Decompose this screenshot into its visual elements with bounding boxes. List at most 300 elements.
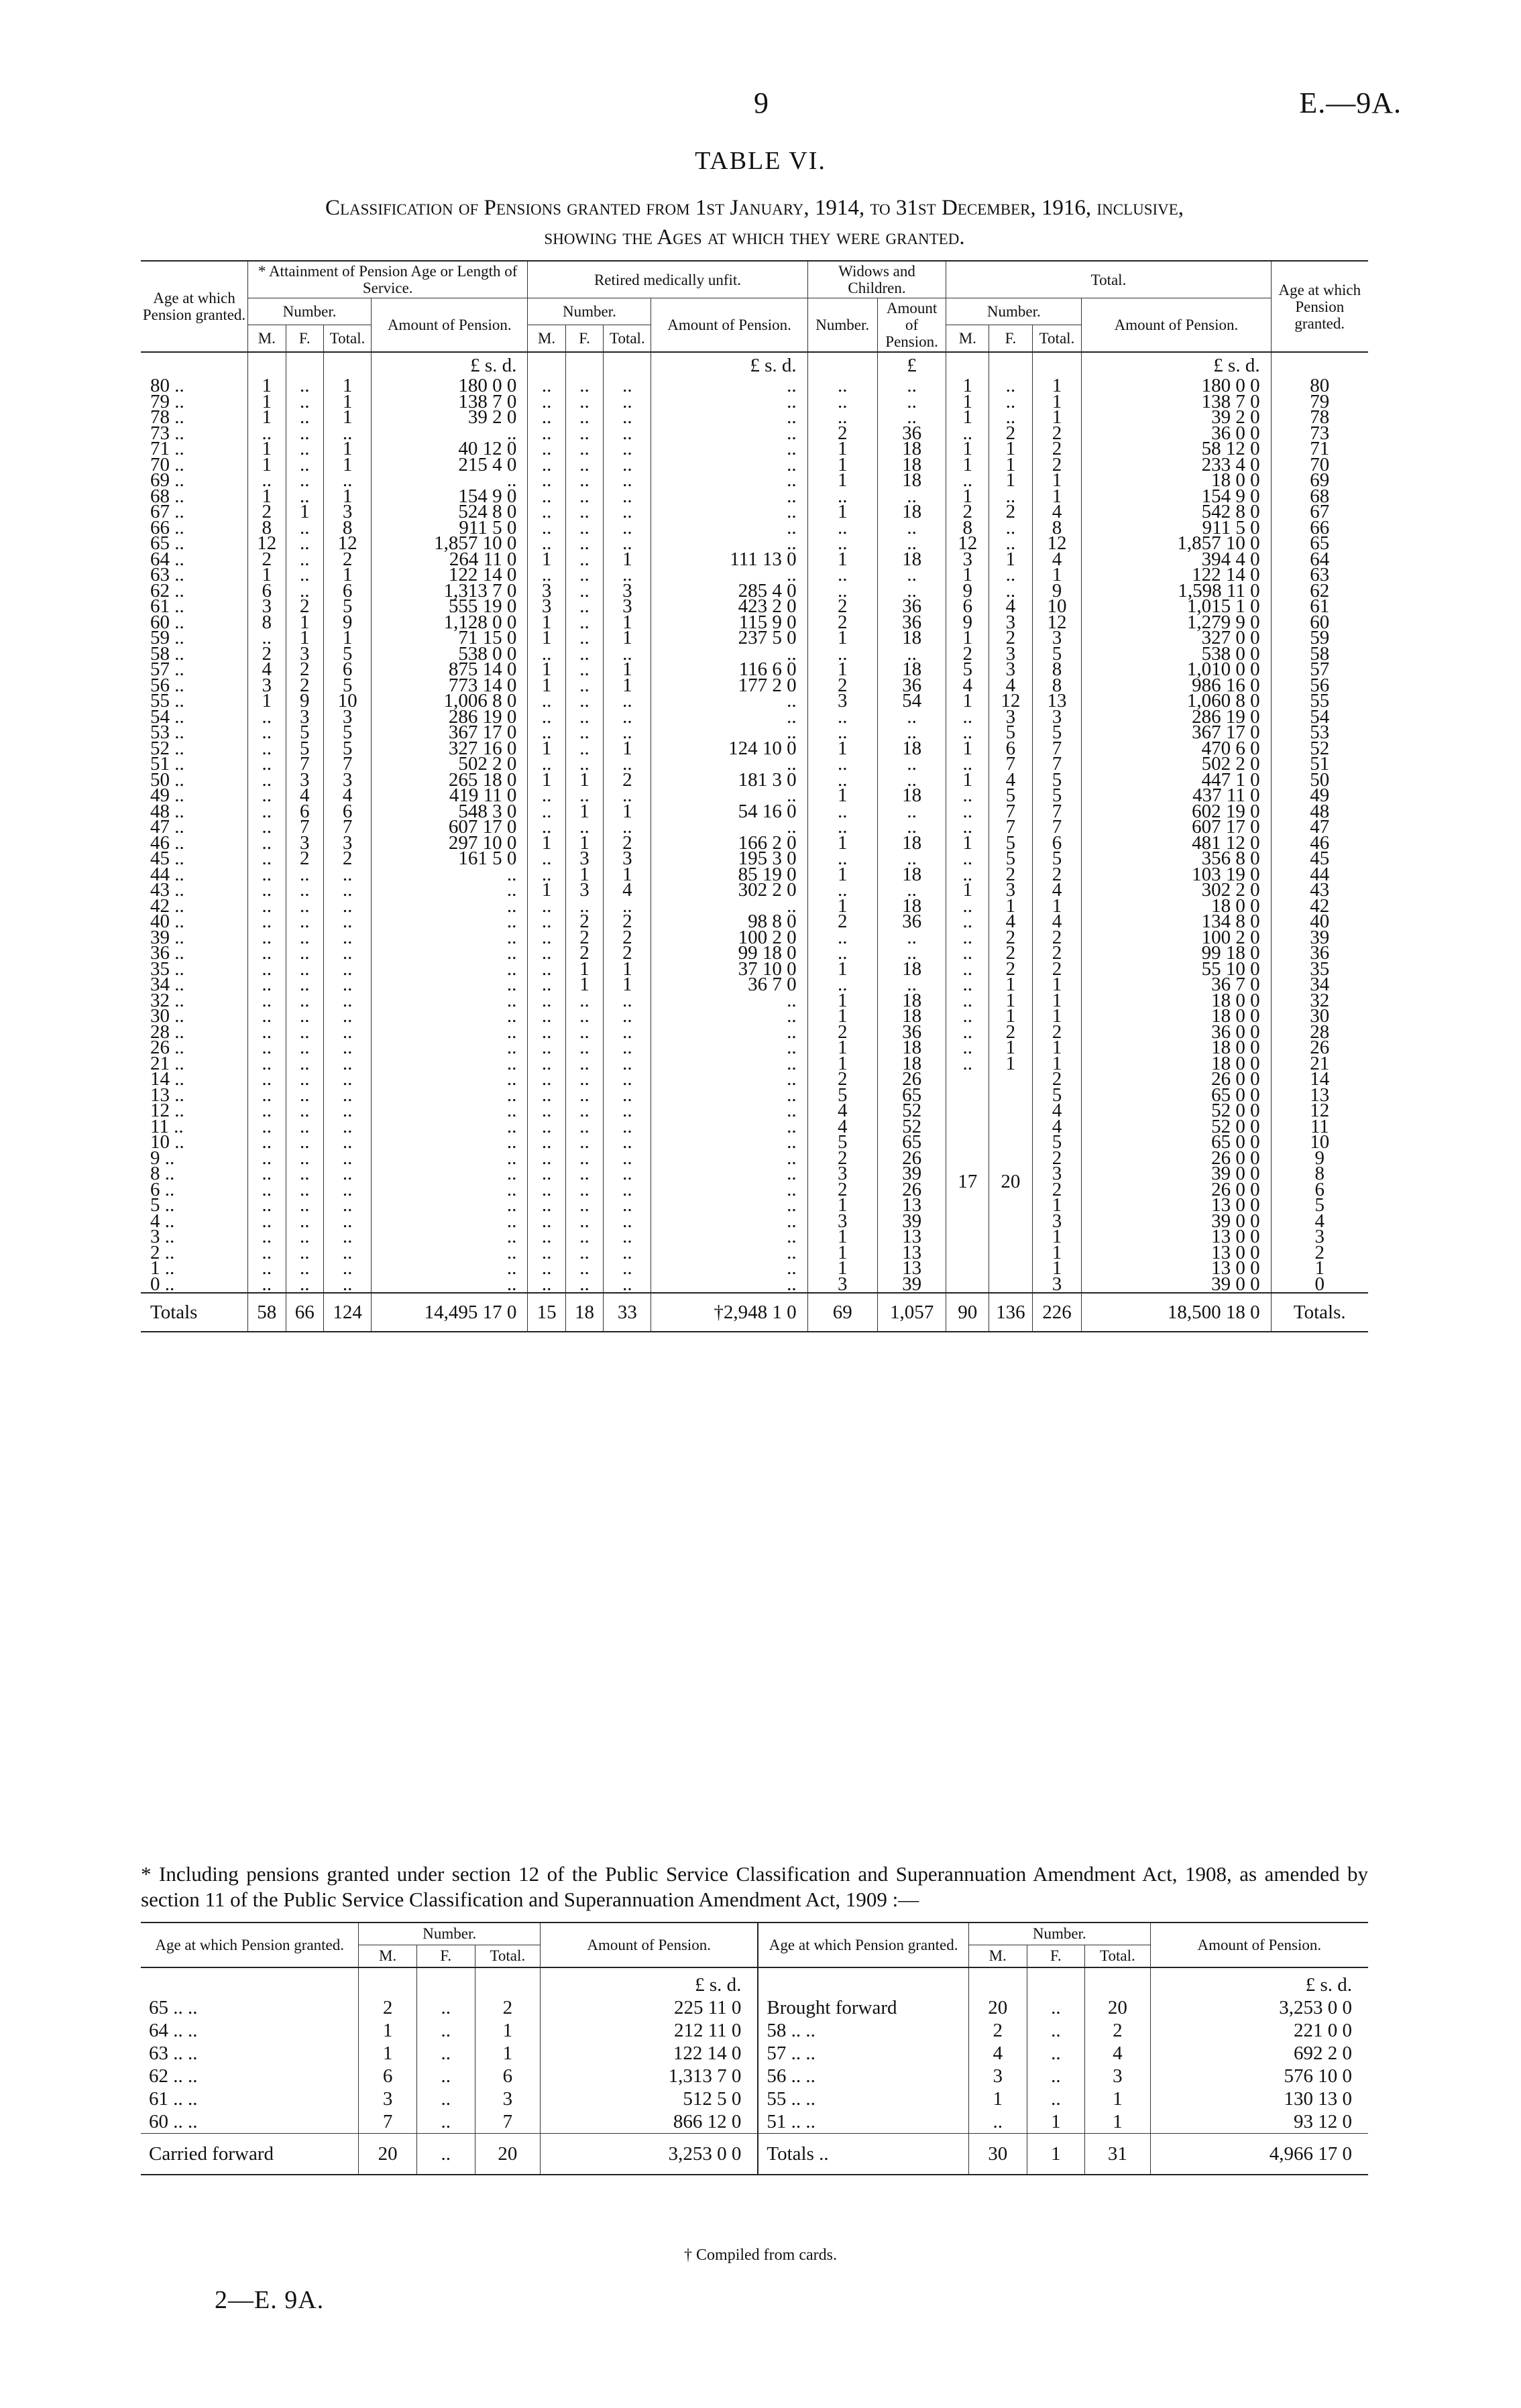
cell-ret-f: .. <box>565 599 603 615</box>
table-row-child <box>141 1135 1368 1151</box>
sub-left-amount: 225 11 0 <box>541 1996 758 2019</box>
cell-tot-total: 8 <box>1032 678 1082 694</box>
cell-att-amount: 327 16 0 <box>372 741 528 757</box>
cell-att-m: 2 <box>248 646 286 663</box>
cell-ret-total: .. <box>604 426 651 442</box>
cell-att-amount: 1,313 7 0 <box>372 583 528 599</box>
sub-right-amount: 576 10 0 <box>1150 2065 1368 2087</box>
cell-wid-number: 1 <box>807 630 877 646</box>
cell-tot-f: 1 <box>989 441 1032 457</box>
cell-tot-amount: 65 0 0 <box>1082 1088 1271 1104</box>
sheet-reference: 2—E. 9A. <box>215 2286 325 2314</box>
cell-tot-amount: 286 19 0 <box>1082 709 1271 726</box>
cell-age-right: 60 <box>1271 615 1368 631</box>
cell-att-f: .. <box>286 914 323 930</box>
cell-age-right: 65 <box>1271 536 1368 552</box>
cell-att-m: 1 <box>248 441 286 457</box>
cell-ret-amount: .. <box>651 1072 807 1088</box>
cell-age: 28 .. <box>150 1021 184 1043</box>
cell-ret-amount: .. <box>651 1119 807 1135</box>
cell-wid-number: .. <box>807 394 877 410</box>
cell-ret-f: .. <box>565 1119 603 1135</box>
cell-age-right: 14 <box>1271 1072 1368 1088</box>
sub-right-total-m: 30 <box>968 2134 1027 2175</box>
cell-age-right: 9 <box>1271 1151 1368 1167</box>
cell-ret-m: 1 <box>528 678 565 694</box>
table-row <box>141 473 1368 489</box>
cell-wid-number: 5 <box>807 1135 877 1151</box>
cell-age-right: 59 <box>1271 630 1368 646</box>
cell-att-amount: .. <box>372 1088 528 1104</box>
cell-wid-amount: 18 <box>877 473 946 489</box>
cell-tot-m: 2 <box>946 646 989 663</box>
cell-att-amount: .. <box>372 930 528 946</box>
cell-ret-m: .. <box>528 426 565 442</box>
table-row <box>141 552 1368 568</box>
cell-age: 68 .. <box>150 485 184 507</box>
total-ret-f: 18 <box>565 1293 603 1332</box>
cell-ret-amount: .. <box>651 1245 807 1261</box>
cell-att-total: 1 <box>323 457 371 473</box>
cell-tot-f: .. <box>989 489 1032 505</box>
sub-right-f: 1 <box>1027 2110 1085 2134</box>
cell-tot-f: 5 <box>989 725 1032 741</box>
cell-wid-number: 3 <box>807 693 877 709</box>
cell-tot-f: 1 <box>989 977 1032 993</box>
cell-ret-m: .. <box>528 1214 565 1230</box>
cell-ret-m: .. <box>528 536 565 552</box>
sub-left-age: 61 .. .. <box>149 2088 198 2110</box>
cell-tot-f: 4 <box>989 914 1032 930</box>
cell-age: 36 .. <box>150 942 184 964</box>
cell-wid-number: .. <box>807 725 877 741</box>
cell-att-amount: .. <box>372 1056 528 1072</box>
cell-tot-m: .. <box>946 473 989 489</box>
cell-att-f: .. <box>286 1214 323 1230</box>
cell-att-amount: 39 2 0 <box>372 410 528 426</box>
cell-tot-f: 1 <box>989 899 1032 915</box>
cell-ret-m: .. <box>528 977 565 993</box>
cell-tot-amount: 302 2 0 <box>1082 882 1271 899</box>
sub-header-f-left: F. <box>416 1945 475 1968</box>
cell-tot-m: 1 <box>946 630 989 646</box>
cell-att-m: .. <box>248 819 286 836</box>
cell-att-amount: .. <box>372 1277 528 1294</box>
cell-age: 46 .. <box>150 832 184 854</box>
units-row <box>141 352 1368 378</box>
cell-ret-m: 1 <box>528 615 565 631</box>
header-tot-amount: Amount of Pension. <box>1082 298 1271 353</box>
cell-tot-total: 1 <box>1032 1198 1082 1214</box>
cell-tot-f: .. <box>989 567 1032 583</box>
cell-age: 9 .. <box>150 1147 175 1169</box>
cell-ret-f: 3 <box>565 882 603 899</box>
cell-wid-amount: .. <box>877 819 946 836</box>
cell-att-m: .. <box>248 1151 286 1167</box>
cell-att-m: .. <box>248 630 286 646</box>
sub-left-f: .. <box>416 1996 475 2019</box>
cell-tot-f: .. <box>989 536 1032 552</box>
sub-right-amount: 3,253 0 0 <box>1150 1996 1368 2019</box>
cell-age: 39 .. <box>150 926 184 948</box>
cell-tot-amount: 122 14 0 <box>1082 567 1271 583</box>
cell-tot-total: 5 <box>1032 788 1082 804</box>
cell-tot-m: .. <box>946 426 989 442</box>
table-row <box>141 504 1368 520</box>
cell-att-total: .. <box>323 426 371 442</box>
cell-ret-m: 1 <box>528 630 565 646</box>
cell-tot-total: 5 <box>1032 772 1082 789</box>
cell-wid-amount: 26 <box>877 1072 946 1088</box>
cell-age: 40 .. <box>150 911 184 932</box>
sub-left-f: .. <box>416 2087 475 2110</box>
table-row-child <box>141 1072 1368 1088</box>
cell-att-m: .. <box>248 1182 286 1198</box>
cell-tot-total: 1 <box>1032 378 1082 394</box>
cell-att-total: .. <box>323 1277 371 1294</box>
cell-ret-amount: .. <box>651 899 807 915</box>
cell-age-right: 64 <box>1271 552 1368 568</box>
cell-ret-f: .. <box>565 536 603 552</box>
cell-att-amount: .. <box>372 1135 528 1151</box>
cell-ret-total: .. <box>604 1009 651 1025</box>
cell-age-right: 6 <box>1271 1182 1368 1198</box>
cell-ret-total: 2 <box>604 945 651 962</box>
cell-ret-m: .. <box>528 1103 565 1119</box>
cell-wid-number: .. <box>807 646 877 663</box>
cell-tot-amount: 13 0 0 <box>1082 1229 1271 1245</box>
cell-tot-m: .. <box>946 867 989 883</box>
cell-wid-number: .. <box>807 930 877 946</box>
cell-ret-total: 2 <box>604 836 651 852</box>
sub-right-total-age: Totals .. <box>758 2134 968 2175</box>
cell-att-m: 2 <box>248 552 286 568</box>
cell-ret-m: .. <box>528 1009 565 1025</box>
cell-att-m: 3 <box>248 678 286 694</box>
cell-att-f: 3 <box>286 646 323 663</box>
cell-age: 55 .. <box>150 690 184 711</box>
cell-ret-total: .. <box>604 1151 651 1167</box>
cell-wid-number: .. <box>807 977 877 993</box>
cell-tot-amount: 13 0 0 <box>1082 1198 1271 1214</box>
cell-tot-f: 2 <box>989 1025 1032 1041</box>
cell-att-amount: 607 17 0 <box>372 819 528 836</box>
cell-age: 66 .. <box>150 516 184 538</box>
cell-ret-amount: 54 16 0 <box>651 804 807 820</box>
cell-att-total: 7 <box>323 819 371 836</box>
cell-ret-amount: .. <box>651 1166 807 1182</box>
cell-tot-m: 1 <box>946 741 989 757</box>
cell-wid-number: 1 <box>807 1040 877 1056</box>
cell-wid-number: .. <box>807 945 877 962</box>
table-row <box>141 378 1368 394</box>
cell-ret-m: .. <box>528 851 565 867</box>
cell-ret-total: .. <box>604 536 651 552</box>
table-row <box>141 410 1368 426</box>
cell-att-amount: 875 14 0 <box>372 662 528 678</box>
cell-att-amount: .. <box>372 993 528 1009</box>
cell-att-m: .. <box>248 1009 286 1025</box>
cell-wid-amount: 13 <box>877 1229 946 1245</box>
sub-header-total-right: Total. <box>1085 1945 1150 1968</box>
unit-att-amount: £ s. d. <box>372 352 528 378</box>
cell-att-amount: .. <box>372 1009 528 1025</box>
cell-att-amount: 264 11 0 <box>372 552 528 568</box>
sub-right-total-total: 31 <box>1085 2134 1150 2175</box>
cell-tot-f: 4 <box>989 599 1032 615</box>
cell-wid-number: 1 <box>807 962 877 978</box>
cell-wid-number: 1 <box>807 741 877 757</box>
cell-att-m: .. <box>248 851 286 867</box>
header-widows: Widows and Children. <box>807 261 946 298</box>
cell-ret-m: .. <box>528 756 565 772</box>
cell-tot-amount: 986 16 0 <box>1082 678 1271 694</box>
cell-tot-m: .. <box>946 1040 989 1056</box>
total-wid-number: 69 <box>807 1293 877 1332</box>
total-age: Totals <box>141 1293 248 1332</box>
cell-ret-f: .. <box>565 583 603 599</box>
cell-tot-total: 12 <box>1032 615 1082 631</box>
cell-wid-number: 4 <box>807 1119 877 1135</box>
cell-att-total: 1 <box>323 378 371 394</box>
sub-left-amount: 512 5 0 <box>541 2087 758 2110</box>
cell-tot-m: 3 <box>946 552 989 568</box>
cell-tot-total: 3 <box>1032 1214 1082 1230</box>
cell-age: 51 .. <box>150 753 184 775</box>
cell-age: 11 .. <box>150 1115 184 1137</box>
cell-ret-f: 1 <box>565 804 603 820</box>
cell-ret-m: 1 <box>528 552 565 568</box>
cell-ret-amount: .. <box>651 819 807 836</box>
cell-att-total: .. <box>323 962 371 978</box>
table-row-child <box>141 1229 1368 1245</box>
cell-tot-f: 12 <box>989 693 1032 709</box>
cell-ret-amount: 195 3 0 <box>651 851 807 867</box>
cell-att-m: 1 <box>248 567 286 583</box>
cell-age: 69 .. <box>150 469 184 491</box>
cell-att-m: .. <box>248 473 286 489</box>
caption-line-1: Classification of Pensions granted from 1st January, 1914, to 31st December, 1916, inclusive, <box>325 196 1184 220</box>
cell-age: 8 .. <box>150 1163 175 1184</box>
cell-att-total: .. <box>323 1151 371 1167</box>
cell-ret-f: .. <box>565 1229 603 1245</box>
cell-tot-total: 7 <box>1032 804 1082 820</box>
cell-att-amount: 1,857 10 0 <box>372 536 528 552</box>
cell-ret-m: .. <box>528 1277 565 1294</box>
sub-right-m: .. <box>968 2110 1027 2134</box>
cell-att-total: .. <box>323 1245 371 1261</box>
cell-ret-f: .. <box>565 1151 603 1167</box>
cell-ret-total: 1 <box>604 962 651 978</box>
sub-left-m: 7 <box>359 2110 417 2134</box>
cell-ret-total: .. <box>604 410 651 426</box>
cell-ret-f: .. <box>565 1088 603 1104</box>
cell-age-right: 61 <box>1271 599 1368 615</box>
cell-att-f: .. <box>286 536 323 552</box>
sub-left-f: .. <box>416 2065 475 2087</box>
sub-right-total-f: 1 <box>1027 2134 1085 2175</box>
cell-ret-m: .. <box>528 962 565 978</box>
sub-table-row <box>141 2019 1368 2042</box>
cell-tot-total: 2 <box>1032 962 1082 978</box>
sub-right-total: 2 <box>1085 2019 1150 2042</box>
cell-tot-total: 2 <box>1032 441 1082 457</box>
cell-ret-total: .. <box>604 1261 651 1277</box>
cell-att-total: 3 <box>323 709 371 726</box>
cell-ret-m: .. <box>528 646 565 663</box>
cell-tot-total: 4 <box>1032 1103 1082 1119</box>
sub-table-body <box>141 1967 1368 2175</box>
cell-ret-f: .. <box>565 1040 603 1056</box>
cell-att-f: .. <box>286 1182 323 1198</box>
cell-tot-amount: 39 0 0 <box>1082 1166 1271 1182</box>
cell-att-f: .. <box>286 930 323 946</box>
cell-att-total: .. <box>323 1261 371 1277</box>
cell-tot-m: .. <box>946 819 989 836</box>
cell-ret-m: .. <box>528 1088 565 1104</box>
cell-att-amount: .. <box>372 945 528 962</box>
cell-tot-m: 5 <box>946 662 989 678</box>
sub-left-amount: 866 12 0 <box>541 2110 758 2134</box>
cell-tot-m: 4 <box>946 678 989 694</box>
sub-header-total-left: Total. <box>475 1945 540 1968</box>
cell-ret-f: 1 <box>565 836 603 852</box>
total-age-right: Totals. <box>1271 1293 1368 1332</box>
cell-ret-amount: .. <box>651 993 807 1009</box>
cell-tot-m: .. <box>946 804 989 820</box>
cell-wid-number: 1 <box>807 993 877 1009</box>
cell-wid-number: .. <box>807 567 877 583</box>
cell-age-right: 54 <box>1271 709 1368 726</box>
cell-ret-amount: 237 5 0 <box>651 630 807 646</box>
sub-unit-right: £ s. d. <box>1150 1967 1368 1996</box>
sub-left-age: 63 .. .. <box>149 2043 198 2064</box>
cell-tot-f: 1 <box>989 993 1032 1009</box>
cell-att-f: .. <box>286 993 323 1009</box>
cell-att-amount: .. <box>372 1040 528 1056</box>
cell-att-amount: .. <box>372 1103 528 1119</box>
sub-table-row <box>141 2087 1368 2110</box>
cell-att-total: .. <box>323 882 371 899</box>
cell-tot-m: .. <box>946 930 989 946</box>
cell-wid-amount: 26 <box>877 1182 946 1198</box>
cell-tot-m: 1 <box>946 441 989 457</box>
cell-wid-amount: 13 <box>877 1198 946 1214</box>
cell-att-amount: 773 14 0 <box>372 678 528 694</box>
cell-ret-f: .. <box>565 1198 603 1214</box>
cell-att-m: .. <box>248 1277 286 1294</box>
cell-age-right: 57 <box>1271 662 1368 678</box>
cell-tot-f-bracketed: 20 <box>989 1072 1032 1293</box>
cell-att-amount: 286 19 0 <box>372 709 528 726</box>
cell-ret-f: .. <box>565 1072 603 1088</box>
cell-att-total: .. <box>323 1135 371 1151</box>
table-row-child <box>141 1119 1368 1135</box>
cell-age-right: 53 <box>1271 725 1368 741</box>
unit-ret-amount: £ s. d. <box>651 352 807 378</box>
cell-att-f: .. <box>286 489 323 505</box>
sub-left-age: 65 .. .. <box>149 1997 198 2018</box>
cell-att-m: .. <box>248 836 286 852</box>
cell-att-m: 8 <box>248 520 286 536</box>
cell-wid-number: 1 <box>807 662 877 678</box>
cell-att-f: .. <box>286 457 323 473</box>
cell-tot-amount: 13 0 0 <box>1082 1261 1271 1277</box>
cell-tot-amount: 134 8 0 <box>1082 914 1271 930</box>
cell-tot-total: 1 <box>1032 1245 1082 1261</box>
sub-left-m: 3 <box>359 2087 417 2110</box>
cell-tot-total: 2 <box>1032 1025 1082 1041</box>
cell-tot-m: 9 <box>946 615 989 631</box>
cell-ret-f: .. <box>565 1245 603 1261</box>
cell-tot-f: 1 <box>989 1056 1032 1072</box>
cell-att-f: 1 <box>286 504 323 520</box>
cell-wid-number: .. <box>807 772 877 789</box>
cell-age-right: 48 <box>1271 804 1368 820</box>
cell-att-m: .. <box>248 914 286 930</box>
cell-tot-f: .. <box>989 520 1032 536</box>
cell-ret-m: 1 <box>528 662 565 678</box>
cell-ret-total: 1 <box>604 552 651 568</box>
cell-att-m: .. <box>248 788 286 804</box>
cell-ret-total: .. <box>604 1166 651 1182</box>
cell-wid-amount: 18 <box>877 662 946 678</box>
total-ret-amount: †2,948 1 0 <box>651 1293 807 1332</box>
cell-att-m: .. <box>248 962 286 978</box>
sub-unit-left: £ s. d. <box>541 1967 758 1996</box>
cell-ret-amount: 166 2 0 <box>651 836 807 852</box>
cell-tot-total: 3 <box>1032 1166 1082 1182</box>
cell-tot-m: .. <box>946 756 989 772</box>
cell-ret-total: 1 <box>604 741 651 757</box>
cell-age: 64 .. <box>150 548 184 570</box>
cell-ret-m: .. <box>528 1166 565 1182</box>
cell-wid-number: 2 <box>807 599 877 615</box>
cell-ret-f: .. <box>565 1166 603 1182</box>
sub-table-row <box>141 2110 1368 2134</box>
cell-ret-amount: .. <box>651 1151 807 1167</box>
cell-age-right: 46 <box>1271 836 1368 852</box>
cell-wid-number: 2 <box>807 1072 877 1088</box>
cell-tot-total: 4 <box>1032 1119 1082 1135</box>
cell-ret-f: .. <box>565 725 603 741</box>
cell-age-right: 30 <box>1271 1009 1368 1025</box>
cell-att-m: .. <box>248 930 286 946</box>
cell-ret-total: .. <box>604 819 651 836</box>
cell-ret-f: 1 <box>565 867 603 883</box>
sub-right-age: 57 .. .. <box>758 2042 968 2065</box>
sub-left-total: 6 <box>475 2065 540 2087</box>
cell-att-f: .. <box>286 867 323 883</box>
cell-age-right: 56 <box>1271 678 1368 694</box>
sub-left-m: 2 <box>359 1996 417 2019</box>
cell-age: 0 .. <box>150 1273 175 1295</box>
sub-header-m-left: M. <box>359 1945 417 1968</box>
cell-ret-total: .. <box>604 489 651 505</box>
unit-tot-amount: £ s. d. <box>1082 352 1271 378</box>
cell-age: 49 .. <box>150 785 184 806</box>
cell-att-f: 9 <box>286 693 323 709</box>
cell-wid-amount: 18 <box>877 836 946 852</box>
cell-att-m: 1 <box>248 489 286 505</box>
cell-wid-number: 4 <box>807 1103 877 1119</box>
cell-tot-f: 1 <box>989 552 1032 568</box>
cell-ret-f: .. <box>565 993 603 1009</box>
cell-tot-total: 5 <box>1032 851 1082 867</box>
cell-tot-total: 4 <box>1032 882 1082 899</box>
cell-tot-f: 6 <box>989 741 1032 757</box>
cell-age: 56 .. <box>150 674 184 696</box>
